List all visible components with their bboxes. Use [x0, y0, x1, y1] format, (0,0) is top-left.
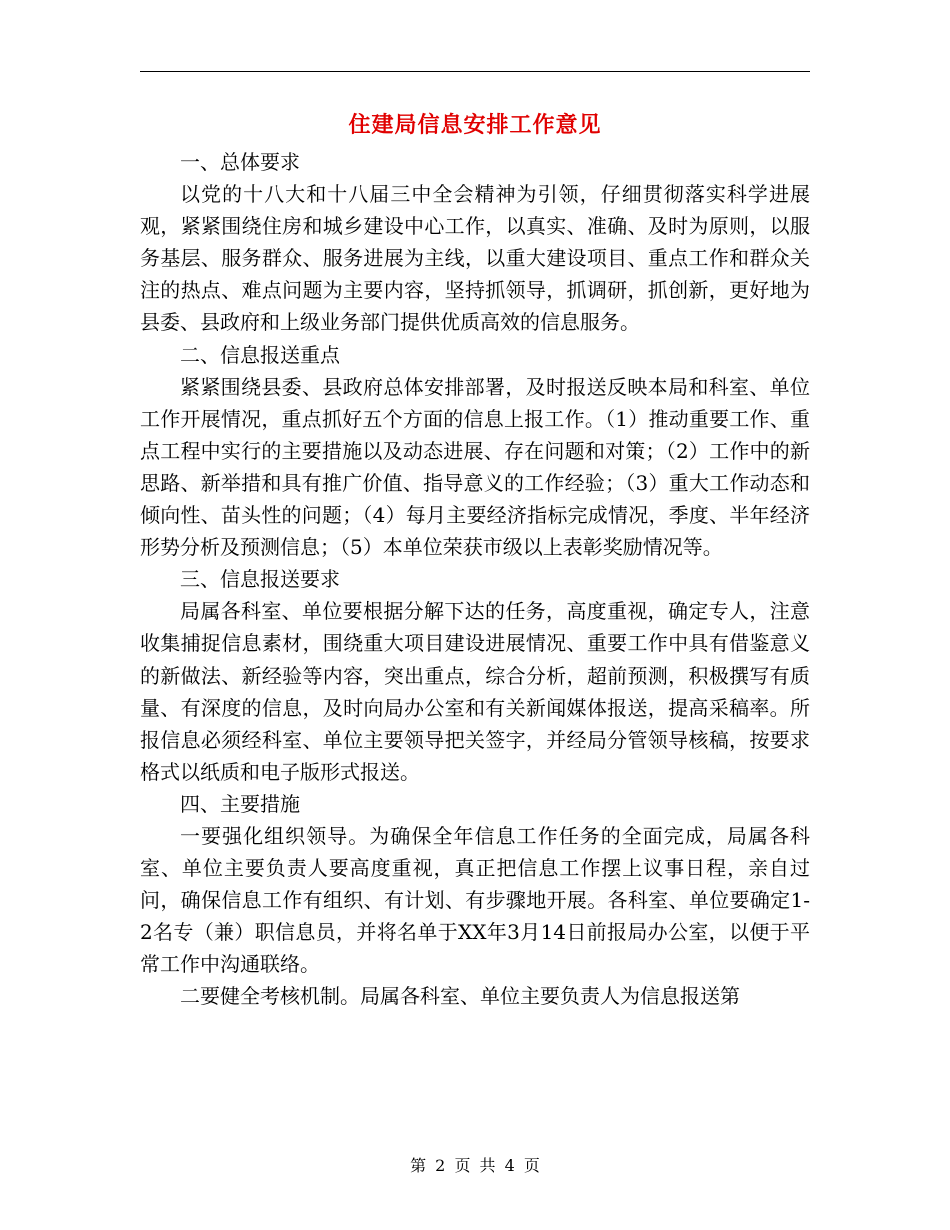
document-title: 住建局信息安排工作意见 [348, 113, 602, 138]
page-footer: 第 2 页 共 4 页 [410, 1156, 540, 1175]
document-body [140, 146, 810, 1013]
section-heading-reporting-requirements: 三、信息报送要求 [180, 567, 340, 592]
paragraph-reporting-focus: 紧紧围绕县委、县政府总体安排部署，及时报送反映本局和科室、单位工作开展情况，重点抓好五个方面的信息上报工作。（1）推动重要工作、重点工程中实行的主要措施以及动态进展、存在问题和对策；（2）工作中的新思路、新举措和具有推广价值、指导意义的工作经验；（3）重大工作动态和倾向性、苗头性的问题；（4）每月主要经济指标完成情况，季度、半年经济形势分析及预测信息；（5）本单位荣获市级以上表彰奖励情况等。 [140, 374, 810, 560]
section-heading-main-measures: 四、主要措施 [180, 791, 300, 816]
header-rule [140, 71, 810, 72]
section-heading-general-requirements: 一、总体要求 [180, 150, 300, 174]
section-heading-reporting-focus: 二、信息报送重点 [180, 342, 340, 367]
paragraph-general-requirements: 以党的十八大和十八届三中全会精神为引领，仔细贯彻落实科学进展观，紧紧围绕住房和城乡建设中心工作，以真实、准确、及时为原则，以服务基层、服务群众、服务进展为主线，以重大建设项目、重点工作和群众关注的热点、难点问题为主要内容，坚持抓领导，抓调研，抓创新，更好地为县委、县政府和上级业务部门提供优质高效的信息服务。 [140, 182, 810, 335]
paragraph-measure-assessment: 二要健全考核机制。局属各科室、单位主要负责人为信息报送第 [180, 984, 740, 1009]
paragraph-reporting-requirements: 局属各科室、单位要根据分解下达的任务，高度重视，确定专人，注意收集捕捉信息素材，围绕重大项目建设进展情况、重要工作中具有借鉴意义的新做法、新经验等内容，突出重点，综合分析，超前预测，积极撰写有质量、有深度的信息，及时向局办公室和有关新闻媒体报送，提高采稿率。所报信息必须经科室、单位主要领导把关签字，并经局分管领导核稿，按要求格式以纸质和电子版形式报送。 [140, 599, 810, 784]
paragraph-measure-organization: 一要强化组织领导。为确保全年信息工作任务的全面完成，局属各科室、单位主要负责人要高度重视，真正把信息工作摆上议事日程，亲自过问，确保信息工作有组织、有计划、有步骤地开展。各科室、单位要确定1-2名专（兼）职信息员，并将名单于XX年3月14日前报局办公室，以便于平常工作中沟通联络。 [140, 823, 810, 977]
